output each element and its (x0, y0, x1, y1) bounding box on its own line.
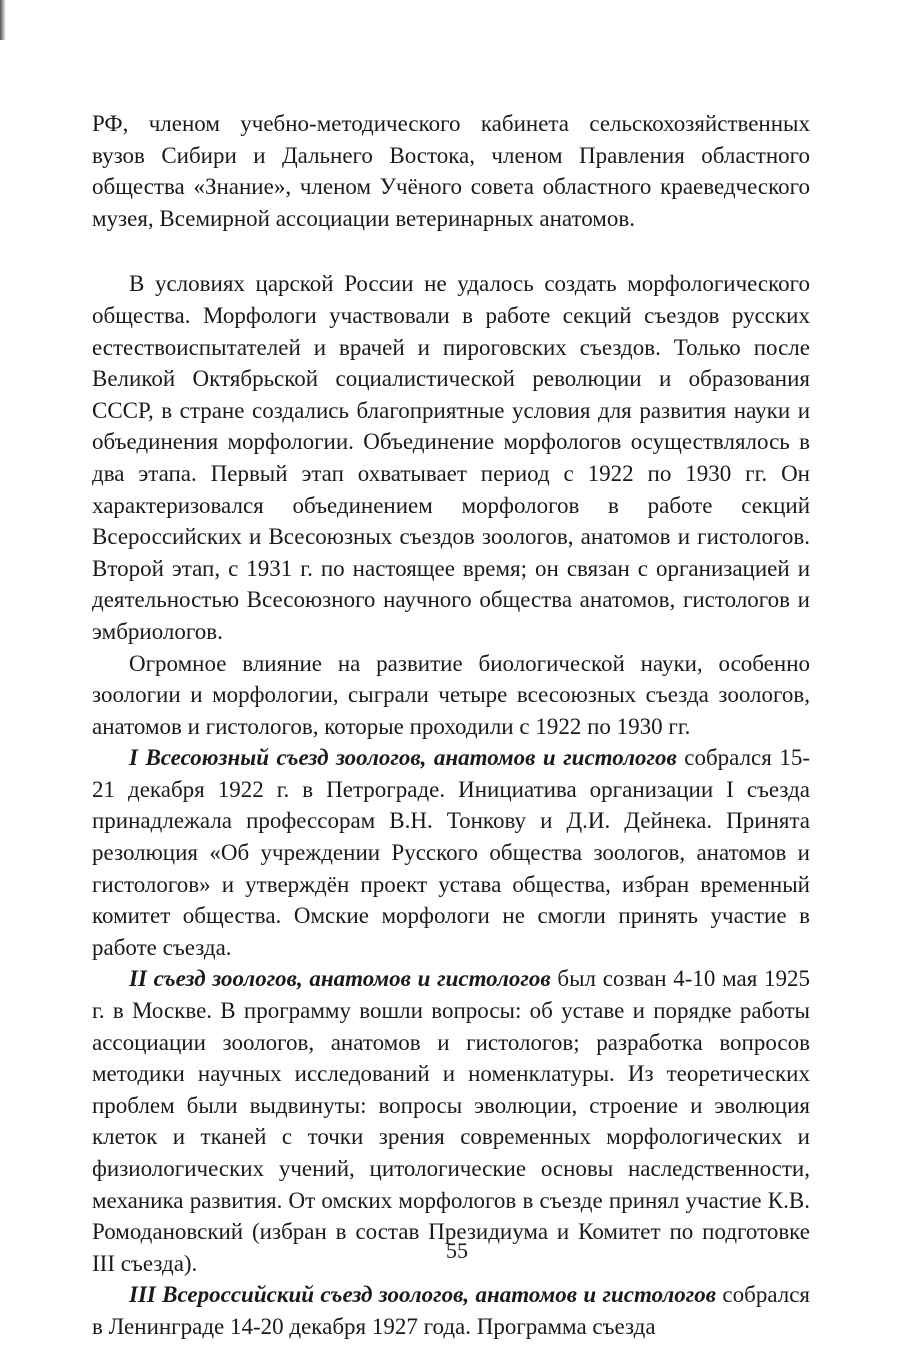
paragraph-5-text: был созван 4-10 мая 1925 г. в Москве. В программу вошли вопросы: об уставе и порядке работы ассоциации зоологов, анатомов и гистологов; разработка вопросов методики научных исследований и номенклатуры. Из теоретических проблем были выдвинуты: вопросы эволюции, строение и эволюция клеток и тканей с точки зрения современных морфологических и физиологических учений, цитологические основы наследственности, механика развития. От омских морфологов в съезде принял участие К.В. Ромодановский (избран в состав Президиума и Комитет по подготовке III съезда). (92, 966, 810, 1276)
paragraph-2-text: В условиях царской России не удалось создать морфологического общества. Морфологи участвовали в работе секций съездов русских естествоиспытателей и врачей и пироговских съездов. Только после Великой Октябрьской социалистической революции и образования СССР, в стране создались благоприятные условия для развития науки и объединения морфологии. Объединение морфологов осуществлялось в два этапа. Первый этап охватывает период с 1922 по 1930 гг. Он характеризовался объединением морфологов в работе секций Всероссийских и Всесоюзных съездов зоологов, анатомов и гистологов. Второй этап, с 1931 г. по настоящее время; он связан с организацией и деятельностью Всесоюзного научного общества анатомов, гистологов и эмбриологов. (92, 271, 810, 644)
paragraph-6-text: собрался в Ленинграде 14-20 декабря 1927 года. Программа съезда (92, 1282, 810, 1339)
text-column (92, 108, 810, 1343)
paragraph-3-text: Огромное влияние на развитие биологической науки, особенно зоологии и морфологии, сыграли четыре всесоюзных съезда зоологов, анатомов и гистологов, которые проходили с 1922 по 1930 гг. (92, 650, 810, 739)
paragraph-1 (92, 108, 810, 234)
paragraph-4 (92, 742, 810, 963)
congress-1-title: I Всесоюзный съезд зоологов, анатомов и гистологов (129, 745, 677, 771)
congress-3-title: III Всероссийский съезд зоологов, анатомов и гистологов (129, 1282, 717, 1308)
paragraph-5 (92, 963, 810, 1279)
paragraph-2 (92, 268, 810, 647)
paragraph-4-text: собрался 15-21 декабря 1922 г. в Петрограде. Инициатива организации I съезда принадлежала профессорам В.Н. Тонкову и Д.И. Дейнека. Принята резолюция «Об учреждении Русского общества зоологов, анатомов и гистологов» и утверждён проект устава общества, избран временный комитет общества. Омские морфологи не смогли принять участие в работе съезда. (92, 745, 810, 960)
page-number: 55 (446, 1238, 468, 1263)
paragraph-6 (92, 1279, 810, 1342)
paragraph-1-text: РФ, членом учебно-методического кабинета сельскохозяйственных вузов Сибири и Дальнего Востока, членом Правления областного общества «Знание», членом Учёного совета областного краеведческого музея, Всемирной ассоциации ветеринарных анатомов. (92, 111, 810, 231)
paragraph-3 (92, 648, 810, 743)
congress-2-title: II съезд зоологов, анатомов и гистологов (129, 966, 551, 992)
scan-edge-shadow (0, 0, 6, 40)
